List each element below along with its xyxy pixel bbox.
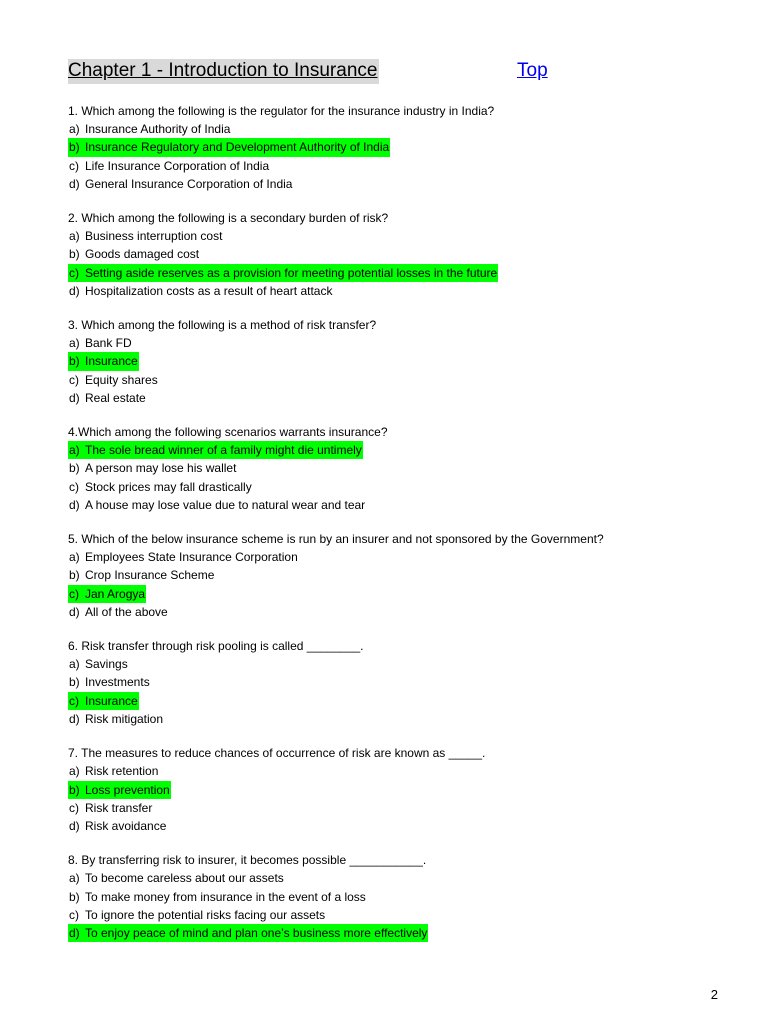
document-page — [68, 56, 748, 958]
question-text: 7. The measures to reduce chances of occurrence of risk are known as _____. — [68, 746, 486, 761]
question-text: 1. Which among the following is the regulator for the insurance industry in India? — [68, 104, 495, 118]
option-letter: c) — [69, 907, 79, 922]
option-text: Crop Insurance Scheme — [85, 568, 215, 583]
option-content — [68, 245, 200, 263]
question-text: 6. Risk transfer through risk pooling is called ________. — [68, 639, 364, 654]
answer-option — [68, 459, 748, 477]
option-text: To ignore the potential risks facing our assets — [85, 907, 326, 922]
correct-answer-option — [68, 441, 748, 459]
question-block — [68, 209, 748, 300]
question-text: 8. By transferring risk to insurer, it becomes possible ___________. — [68, 853, 427, 868]
option-letter: a) — [69, 657, 80, 672]
option-letter: a) — [69, 871, 80, 886]
option-letter: a) — [69, 229, 80, 244]
correct-answer-option — [68, 692, 748, 710]
option-letter: a) — [69, 764, 80, 779]
option-content — [68, 924, 428, 942]
option-text: Investments — [85, 675, 150, 690]
question-block — [68, 530, 748, 621]
option-content — [68, 817, 167, 835]
question-block — [68, 851, 748, 942]
option-content — [68, 227, 223, 245]
option-letter: c) — [69, 693, 79, 708]
option-text: Insurance — [85, 354, 138, 369]
answer-option — [68, 710, 748, 728]
option-letter: d) — [69, 711, 80, 726]
page-number: 2 — [710, 987, 718, 1002]
option-letter: b) — [69, 782, 80, 797]
option-text: General Insurance Corporation of India — [85, 176, 293, 191]
option-letter: a) — [69, 336, 80, 351]
answer-option — [68, 655, 748, 673]
answer-option — [68, 548, 748, 566]
option-text: Real estate — [85, 390, 146, 405]
option-letter: b) — [69, 889, 80, 904]
option-letter: a) — [69, 122, 80, 137]
option-content — [68, 459, 237, 477]
option-content — [68, 585, 146, 603]
chapter-title: Chapter 1 - Introduction to Insurance — [68, 59, 379, 84]
option-content — [68, 673, 151, 691]
answer-option — [68, 245, 748, 263]
option-letter: a) — [69, 550, 80, 565]
answer-option — [68, 603, 748, 621]
option-text: To become careless about our assets — [85, 871, 284, 886]
option-text: Employees State Insurance Corporation — [85, 550, 298, 565]
option-text: A person may lose his wallet — [85, 461, 237, 476]
option-text: To make money from insurance in the event of a loss — [85, 889, 366, 904]
correct-answer-option — [68, 264, 748, 282]
option-text: Insurance — [85, 693, 138, 708]
option-text: Insurance Authority of India — [85, 122, 231, 137]
correct-answer-option — [68, 585, 748, 603]
option-text: Insurance Regulatory and Development Authority of India — [85, 140, 390, 155]
answer-option — [68, 888, 748, 906]
answer-option — [68, 157, 748, 175]
option-content — [68, 496, 366, 514]
answer-option — [68, 478, 748, 496]
option-content — [68, 692, 139, 710]
option-content — [68, 175, 293, 193]
option-text: Bank FD — [85, 336, 132, 351]
option-letter: c) — [69, 158, 79, 173]
question-block — [68, 744, 748, 835]
option-content — [68, 799, 153, 817]
option-letter: b) — [69, 354, 80, 369]
option-content — [68, 120, 231, 138]
answer-option — [68, 496, 748, 514]
option-letter: c) — [69, 372, 79, 387]
option-text: Equity shares — [85, 372, 158, 387]
option-content — [68, 548, 299, 566]
option-letter: b) — [69, 140, 80, 155]
option-letter: c) — [69, 586, 79, 601]
answer-option — [68, 120, 748, 138]
option-letter: d) — [69, 390, 80, 405]
correct-answer-option — [68, 924, 748, 942]
option-letter: d) — [69, 818, 80, 833]
option-text: Stock prices may fall drastically — [85, 479, 252, 494]
option-text: Life Insurance Corporation of India — [85, 158, 270, 173]
option-text: A house may lose value due to natural wear and tear — [85, 497, 366, 512]
option-content — [68, 888, 367, 906]
question-text: 5. Which of the below insurance scheme is run by an insurer and not sponsored by the Government? — [68, 532, 604, 547]
option-text: Risk transfer — [85, 800, 153, 815]
answer-option — [68, 334, 748, 352]
answer-option — [68, 389, 748, 407]
option-text: Savings — [85, 657, 128, 672]
option-text: Business interruption cost — [85, 229, 223, 244]
answer-option — [68, 282, 748, 300]
option-content — [68, 566, 215, 584]
option-text: Risk retention — [85, 764, 159, 779]
option-text: Loss prevention — [85, 782, 170, 797]
option-text: Risk avoidance — [85, 818, 167, 833]
question-text: 4.Which among the following scenarios warrants insurance? — [68, 425, 388, 440]
answer-option — [68, 371, 748, 389]
option-text: Risk mitigation — [85, 711, 164, 726]
option-content — [68, 762, 159, 780]
answer-option — [68, 799, 748, 817]
answer-option — [68, 817, 748, 835]
answer-option — [68, 673, 748, 691]
question-list — [68, 102, 748, 942]
option-text: Setting aside reserves as a provision for meeting potential losses in the future — [85, 265, 498, 280]
option-text: The sole bread winner of a family might die untimely — [85, 443, 362, 458]
correct-answer-option — [68, 781, 748, 799]
option-content — [68, 138, 390, 156]
option-content — [68, 371, 159, 389]
answer-option — [68, 906, 748, 924]
option-content — [68, 441, 363, 459]
option-letter: a) — [69, 443, 80, 458]
answer-option — [68, 869, 748, 887]
question-block — [68, 423, 748, 514]
option-text: Goods damaged cost — [85, 247, 200, 262]
option-text: Jan Arogya — [85, 586, 146, 601]
option-content — [68, 264, 498, 282]
option-content — [68, 781, 171, 799]
option-letter: c) — [69, 265, 79, 280]
option-letter: d) — [69, 176, 80, 191]
option-letter: d) — [69, 925, 80, 940]
answer-option — [68, 566, 748, 584]
option-content — [68, 603, 169, 621]
option-content — [68, 710, 164, 728]
option-content — [68, 655, 129, 673]
correct-answer-option — [68, 352, 748, 370]
question-text: 3. Which among the following is a method of risk transfer? — [68, 318, 377, 333]
option-letter: d) — [69, 497, 80, 512]
option-text: Hospitalization costs as a result of heart attack — [85, 283, 333, 298]
option-content — [68, 389, 147, 407]
option-content — [68, 334, 133, 352]
option-letter: b) — [69, 461, 80, 476]
option-text: To enjoy peace of mind and plan one’s business more effectively — [85, 925, 428, 940]
option-letter: c) — [69, 479, 79, 494]
option-letter: b) — [69, 247, 80, 262]
option-content — [68, 869, 285, 887]
option-content — [68, 478, 253, 496]
chapter-header — [68, 56, 748, 90]
option-letter: b) — [69, 568, 80, 583]
answer-option — [68, 227, 748, 245]
option-text: All of the above — [85, 604, 168, 619]
option-letter: b) — [69, 675, 80, 690]
answer-option — [68, 762, 748, 780]
question-block — [68, 637, 748, 728]
option-content — [68, 352, 139, 370]
question-text: 2. Which among the following is a secondary burden of risk? — [68, 211, 389, 226]
option-content — [68, 282, 333, 300]
top-link[interactable]: Top — [517, 60, 548, 81]
question-block — [68, 316, 748, 407]
option-content — [68, 906, 326, 924]
option-letter: d) — [69, 283, 80, 298]
correct-answer-option — [68, 138, 748, 156]
option-content — [68, 157, 270, 175]
option-letter: c) — [69, 800, 79, 815]
answer-option — [68, 175, 748, 193]
option-letter: d) — [69, 604, 80, 619]
question-block — [68, 102, 748, 193]
